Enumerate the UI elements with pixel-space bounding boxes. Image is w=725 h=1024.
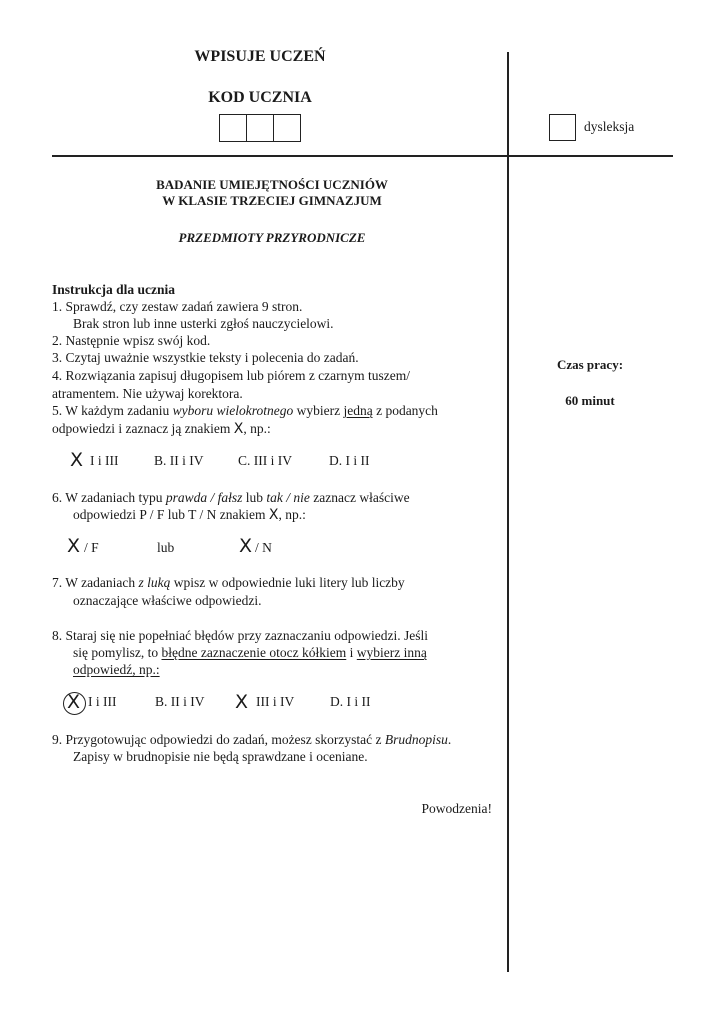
cross-mark-icon: X <box>70 449 84 471</box>
header-kod-ucznia: KOD UCZNIA <box>208 89 312 106</box>
instruction-9a: 9. Przygotowując odpowiedzi do zadań, możesz skorzystać z Brudnopisu. <box>52 732 452 747</box>
powodzenia-text: Powodzenia! <box>421 801 492 816</box>
code-cell[interactable] <box>274 115 300 141</box>
example5-option-a: I i III <box>90 453 119 468</box>
title-line2: W KLASIE TRZECIEJ GIMNAZJUM <box>162 193 382 208</box>
czas-pracy-label: Czas pracy: <box>556 357 624 372</box>
instruction-3: 3. Czytaj uważnie wszystkie teksty i polecenia do zadań. <box>52 350 359 365</box>
example5-option-b: B. II i IV <box>154 453 204 468</box>
code-cell[interactable] <box>247 115 274 141</box>
example8-option-d: D. I i II <box>330 694 371 709</box>
example5-option-d: D. I i II <box>329 453 370 468</box>
instruction-1a: 1. Sprawdź, czy zestaw zadań zawiera 9 stron. <box>52 299 303 314</box>
example6-lub: lub <box>157 540 175 555</box>
instruction-8a: 8. Staraj się nie popełniać błędów przy zaznaczaniu odpowiedzi. Jeśli <box>52 628 428 643</box>
instruction-5b: odpowiedzi i zaznacz ją znakiem X, np.: <box>52 421 271 437</box>
instruction-5a: 5. W każdym zadaniu wyboru wielokrotnego wybierz jedną z podanych <box>52 403 438 418</box>
instruction-8c: odpowiedź, np.: <box>73 662 160 677</box>
example8-option-a: I i III <box>88 694 117 709</box>
x-mark-icon: X <box>233 421 244 437</box>
example5-option-c: C. III i IV <box>238 453 292 468</box>
czas-pracy-value: 60 minut <box>565 393 615 408</box>
vertical-divider <box>507 52 509 972</box>
dysleksja-label: dysleksja <box>584 119 635 134</box>
cross-mark-icon: X <box>239 535 253 557</box>
instruction-1b: Brak stron lub inne usterki zgłoś nauczycielowi. <box>73 316 334 331</box>
example6-tn: / N <box>255 540 272 555</box>
subject-title: PRZEDMIOTY PRZYRODNICZE <box>178 230 366 245</box>
dysleksja-checkbox[interactable] <box>549 114 576 141</box>
cross-mark-icon: X <box>235 691 249 713</box>
x-mark-icon: X <box>268 507 279 523</box>
instruction-9b: Zapisy w brudnopisie nie będą sprawdzane i oceniane. <box>73 749 368 764</box>
instruction-6b: odpowiedzi P / F lub T / N znakiem X, np.: <box>73 507 306 523</box>
instruction-6a: 6. W zadaniach typu prawda / fałsz lub tak / nie zaznacz właściwe <box>52 490 410 505</box>
header-wpisuje: WPISUJE UCZEŃ <box>194 48 326 65</box>
instruction-7b: oznaczające właściwe odpowiedzi. <box>73 593 262 608</box>
instruction-4a: 4. Rozwiązania zapisuj długopisem lub piórem z czarnym tuszem/ <box>52 368 411 383</box>
instruction-heading: Instrukcja dla ucznia <box>52 282 176 297</box>
code-cell[interactable] <box>220 115 247 141</box>
cross-mark-icon: X <box>67 535 81 557</box>
title-line1: BADANIE UMIEJĘTNOŚCI UCZNIÓW <box>156 177 388 192</box>
student-code-boxes[interactable] <box>219 114 301 142</box>
instruction-7a: 7. W zadaniach z luką wpisz w odpowiednie luki litery lub liczby <box>52 575 405 590</box>
horizontal-divider <box>52 155 673 157</box>
instruction-8b: się pomylisz, to błędne zaznaczenie otocz kółkiem i wybierz inną <box>73 645 427 660</box>
example8-option-c: III i IV <box>256 694 295 709</box>
example6-pf: / F <box>84 540 99 555</box>
instruction-2: 2. Następnie wpisz swój kod. <box>52 333 211 348</box>
instruction-4b: atramentem. Nie używaj korektora. <box>52 386 243 401</box>
example8-option-b: B. II i IV <box>155 694 205 709</box>
cross-mark-icon: X <box>67 691 81 713</box>
